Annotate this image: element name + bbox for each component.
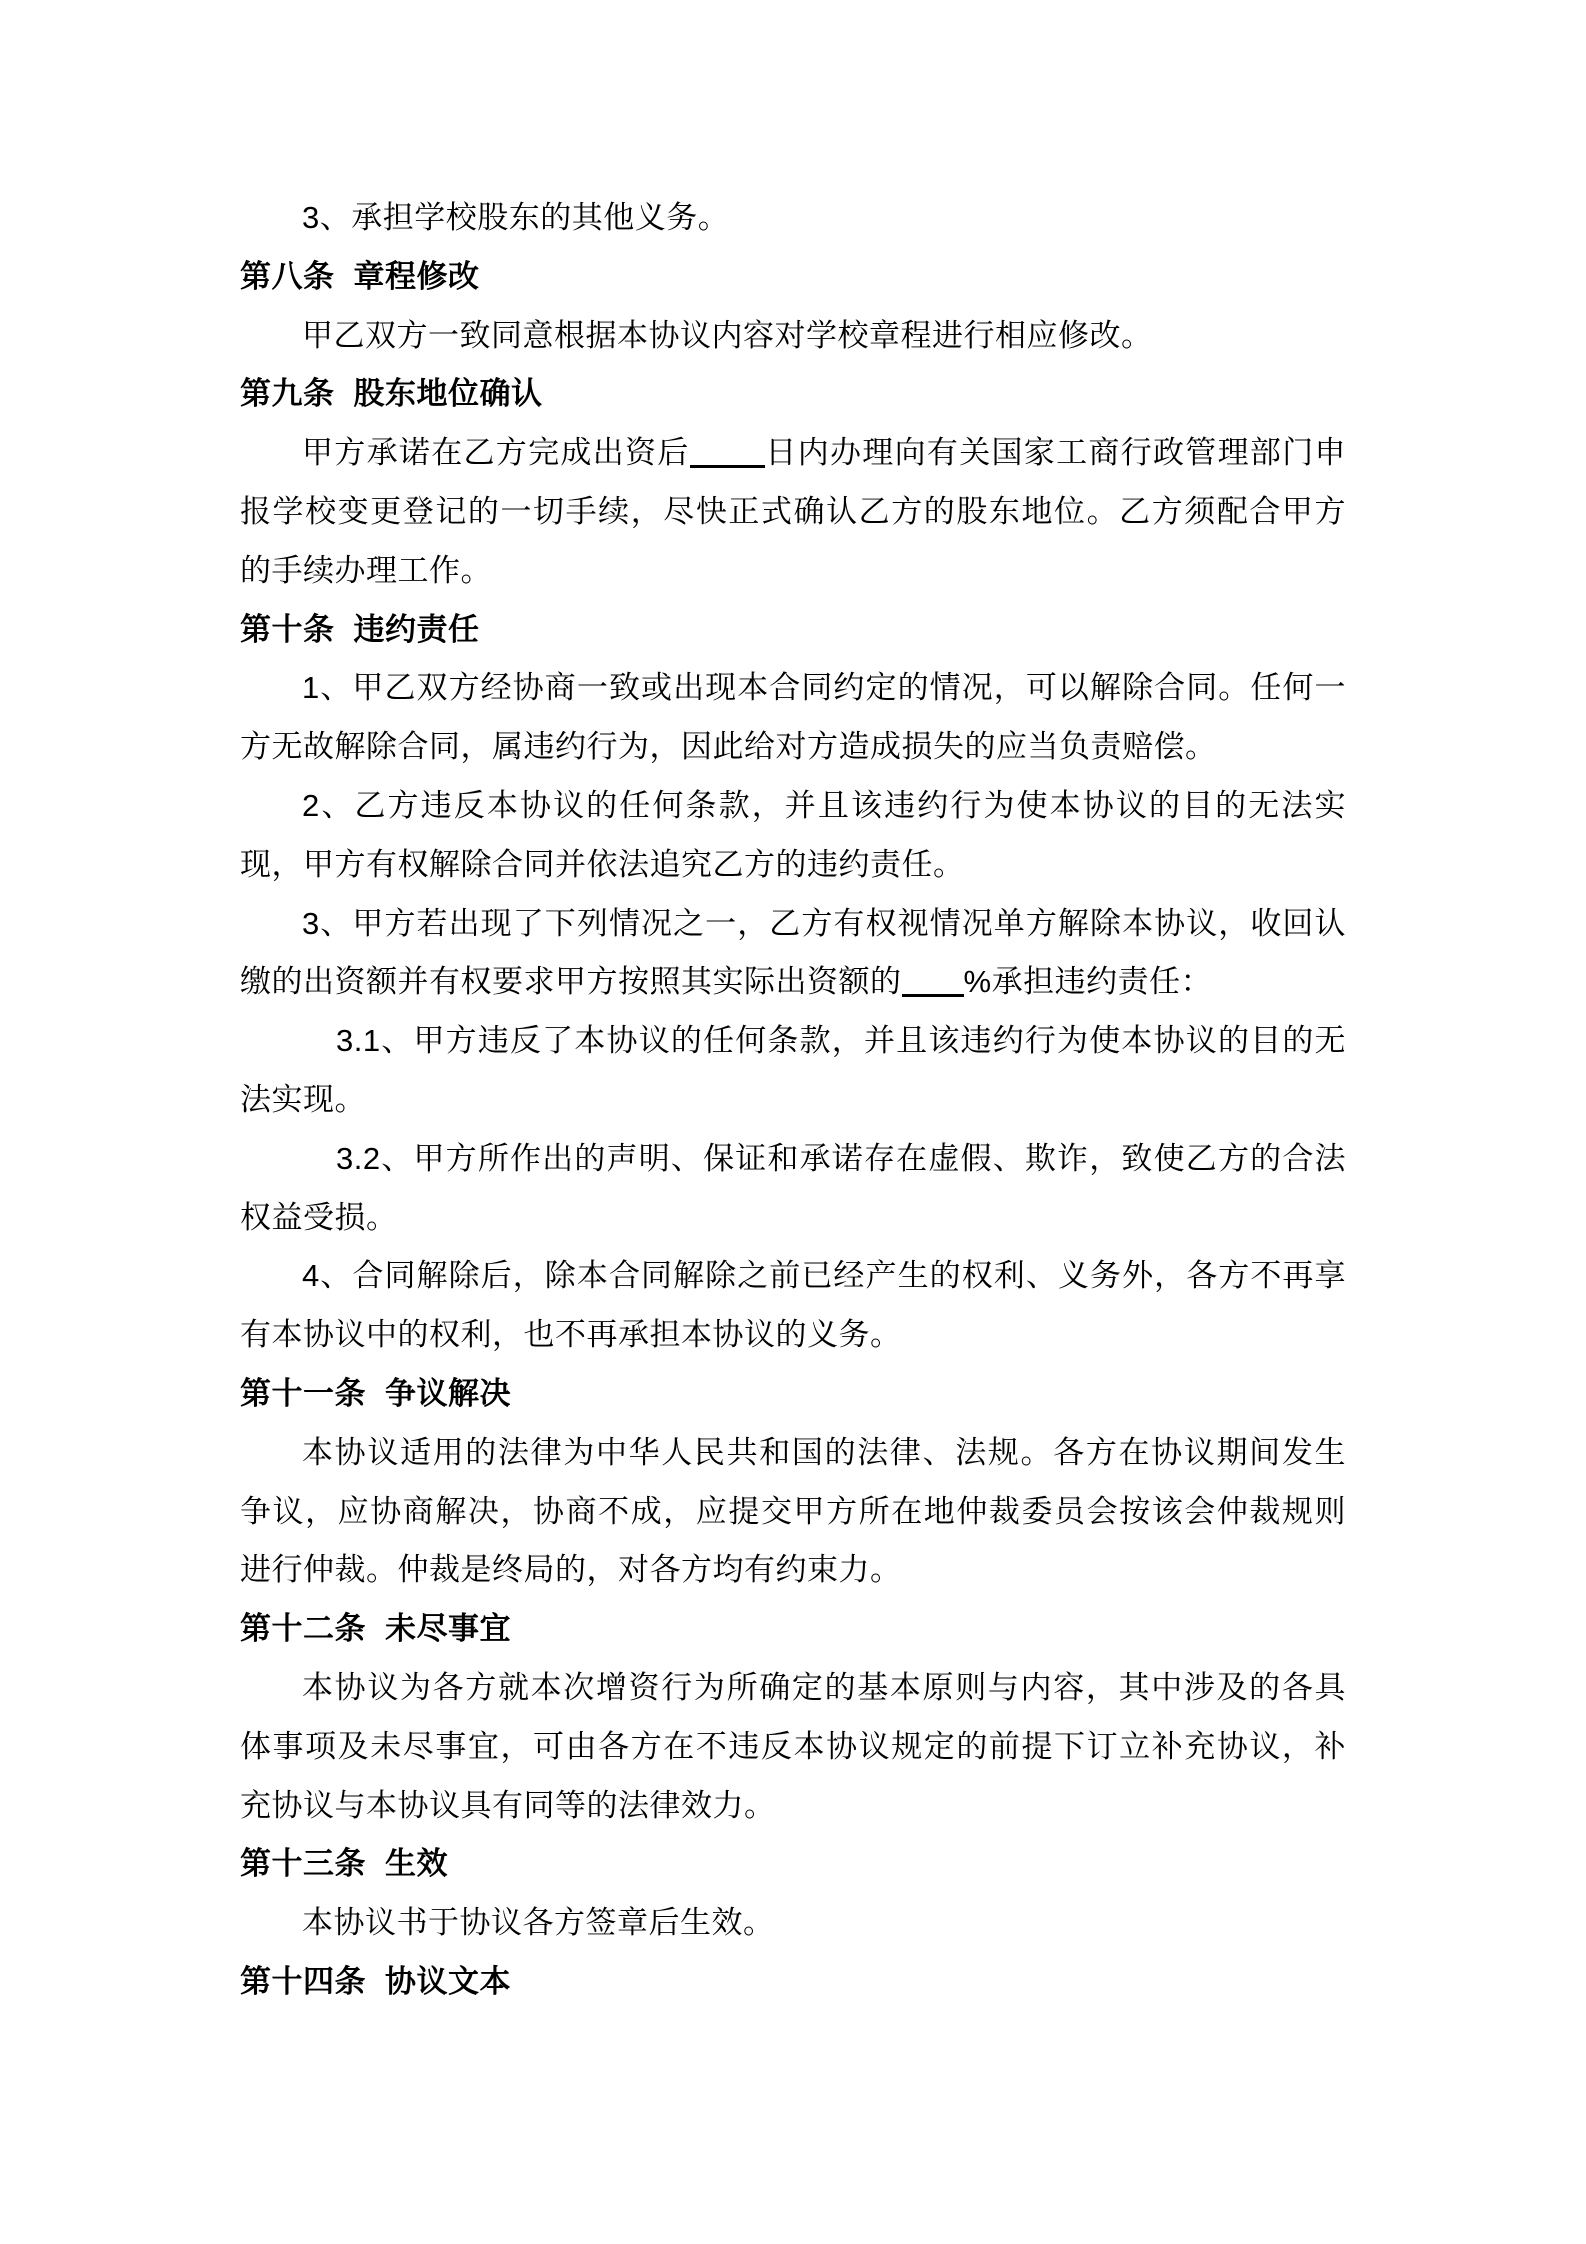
article-heading [240, 1365, 1346, 1424]
text-line: 法实现。 [240, 1081, 366, 1117]
text-line: 本协议适用的法律为中华人民共和国的法律、法规。各方在协议期间发生 [302, 1434, 1346, 1470]
document-body [240, 189, 1346, 2012]
text-line: 1、甲乙双方经协商一致或出现本合同约定的情况，可以解除合同。任何一 [302, 670, 1346, 706]
text-line [240, 424, 1346, 483]
article-title: 违约责任 [353, 611, 480, 647]
article-number: 第九条 [240, 376, 335, 412]
article-heading [240, 601, 1346, 660]
blank-underline [690, 464, 765, 468]
text-line: 3、甲方若出现了下列情况之一，乙方有权视情况单方解除本协议，收回认 [302, 905, 1346, 941]
article-heading [240, 1600, 1346, 1659]
article-title: 章程修改 [353, 258, 480, 294]
text-line: 方无故解除合同，属违约行为，因此给对方造成损失的应当负责赔偿。 [240, 729, 1217, 765]
article-title: 未尽事宜 [385, 1611, 511, 1647]
article-heading [240, 248, 1346, 307]
article-number: 第十三条 [240, 1846, 366, 1882]
article-title: 股东地位确认 [353, 376, 543, 412]
text-line: 充协议与本协议具有同等的法律效力。 [240, 1787, 776, 1823]
article-title: 生效 [385, 1846, 448, 1882]
article-number: 第八条 [240, 258, 335, 294]
text-segment: 甲方承诺在乙方完成出资后 [302, 435, 690, 471]
text-line: 3.1、甲方违反了本协议的任何条款，并且该违约行为使本协议的目的无 [336, 1023, 1346, 1059]
text-line: 报学校变更登记的一切手续，尽快正式确认乙方的股东地位。乙方须配合甲方 [240, 493, 1346, 529]
text-line: 进行仲裁。仲裁是终局的，对各方均有约束力。 [240, 1552, 902, 1588]
text-line [240, 953, 1346, 1012]
text-line: 甲乙双方一致同意根据本协议内容对学校章程进行相应修改。 [302, 317, 1153, 353]
text-line: 3.2、甲方所作出的声明、保证和承诺存在虚假、欺诈，致使乙方的合法 [336, 1140, 1346, 1176]
article-number: 第十条 [240, 611, 335, 647]
text-line: 争议，应协商解决，协商不成，应提交甲方所在地仲裁委员会按该会仲裁规则 [240, 1493, 1346, 1529]
text-line: 2、乙方违反本协议的任何条款，并且该违约行为使本协议的目的无法实 [302, 787, 1346, 823]
text-line: 现，甲方有权解除合同并依法追究乙方的违约责任。 [240, 846, 965, 882]
text-segment: %承担违约责任： [963, 964, 1213, 1000]
text-segment: 缴的出资额并有权要求甲方按照其实际出资额的 [240, 964, 902, 1000]
text-line: 有本协议中的权利，也不再承担本协议的义务。 [240, 1317, 902, 1353]
text-line: 4、合同解除后，除本合同解除之前已经产生的权利、义务外，各方不再享 [302, 1258, 1346, 1294]
text-line: 体事项及未尽事宜，可由各方在不违反本协议规定的前提下订立补充协议，补 [240, 1728, 1346, 1764]
text-line: 本协议为各方就本次增资行为所确定的基本原则与内容，其中涉及的各具 [302, 1669, 1346, 1705]
article-title: 协议文本 [385, 1963, 511, 1999]
text-segment: 日内办理向有关国家工商行政管理部门申 [764, 435, 1347, 471]
text-line: 本协议书于协议各方签章后生效。 [302, 1905, 775, 1941]
article-number: 第十二条 [240, 1611, 366, 1647]
article-number: 第十一条 [240, 1375, 366, 1411]
text-line: 权益受损。 [240, 1199, 398, 1235]
blank-underline [902, 993, 964, 997]
article-heading [240, 1835, 1346, 1894]
article-number: 第十四条 [240, 1963, 366, 1999]
article-heading [240, 1953, 1346, 2012]
text-line: 3、承担学校股东的其他义务。 [302, 200, 730, 235]
article-heading [240, 365, 1346, 424]
article-title: 争议解决 [385, 1375, 511, 1411]
text-line: 的手续办理工作。 [240, 552, 492, 588]
